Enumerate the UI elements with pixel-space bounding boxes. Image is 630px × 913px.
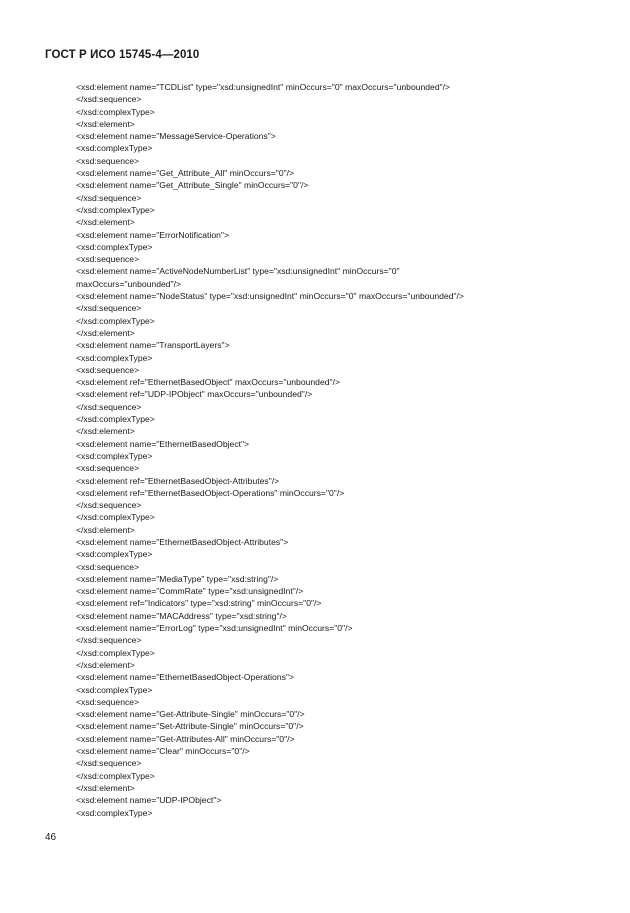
code-line: <xsd:element ref="EthernetBasedObject-Operations" minOccurs="0"/> [76, 487, 345, 498]
code-line: <xsd:complexType> [76, 241, 153, 252]
code-line: <xsd:element name="Set-Attribute-Single" minOccurs="0"/> [76, 721, 304, 732]
code-line: <xsd:element name="ActiveNodeNumberList" type="xsd:unsignedInt" minOccurs="0" [76, 266, 400, 277]
code-line: <xsd:element ref="UDP-IPObject" maxOccurs="unbounded"/> [76, 389, 313, 400]
code-line: <xsd:element name="MessageService-Operations"> [76, 131, 276, 142]
page-number: 46 [45, 832, 57, 843]
code-line: <xsd:element name="Get_Attribute_Single" minOccurs="0"/> [76, 180, 309, 191]
code-line: <xsd:complexType> [76, 143, 153, 154]
code-line: </xsd:complexType> [76, 204, 155, 215]
code-line: <xsd:complexType> [76, 450, 153, 461]
xsd-code-listing [45, 81, 605, 819]
code-line: </xsd:sequence> [76, 635, 142, 646]
code-line: </xsd:element> [76, 524, 135, 535]
code-line: </xsd:element> [76, 217, 135, 228]
code-line: <xsd:element name="Get-Attributes-All" minOccurs="0"/> [76, 733, 295, 744]
code-line: <xsd:element name="Get_Attribute_All" minOccurs="0"/> [76, 168, 295, 179]
code-line: <xsd:element name="Get-Attribute-Single" minOccurs="0"/> [76, 709, 305, 720]
code-line: <xsd:element name="MACAddress" type="xsd:string"/> [76, 610, 287, 621]
code-line: </xsd:element> [76, 118, 135, 129]
code-line: <xsd:element name="Clear" minOccurs="0"/> [76, 746, 250, 757]
code-line: <xsd:element name="MediaType" type="xsd:string"/> [76, 573, 279, 584]
code-line: </xsd:sequence> [76, 401, 142, 412]
code-line: </xsd:complexType> [76, 512, 155, 523]
code-line: <xsd:sequence> [76, 561, 140, 572]
code-line: </xsd:sequence> [76, 303, 142, 314]
code-line: <xsd:element name="UDP-IPObject"> [76, 795, 222, 806]
code-line: </xsd:complexType> [76, 315, 155, 326]
code-line: </xsd:sequence> [76, 758, 142, 769]
code-line: <xsd:element ref="EthernetBasedObject-Attributes"/> [76, 475, 280, 486]
code-line: <xsd:element ref="EthernetBasedObject" maxOccurs="unbounded"/> [76, 377, 340, 388]
code-line: </xsd:sequence> [76, 192, 142, 203]
code-line: <xsd:sequence> [76, 254, 140, 265]
code-line: <xsd:complexType> [76, 807, 153, 818]
code-line: <xsd:element name="EthernetBasedObject-Operations"> [76, 672, 294, 683]
code-line: </xsd:element> [76, 782, 135, 793]
code-line: <xsd:complexType> [76, 549, 153, 560]
code-line: </xsd:sequence> [76, 500, 142, 511]
code-line: <xsd:element name="TCDList" type="xsd:unsignedInt" minOccurs="0" maxOccurs="unbounded"/> [76, 82, 451, 92]
code-line: </xsd:element> [76, 327, 135, 338]
code-line: </xsd:complexType> [76, 106, 155, 117]
code-line: <xsd:element name="NodeStatus" type="xsd:unsignedInt" minOccurs="0" maxOccurs="unbounded"/> [76, 291, 464, 302]
code-line: <xsd:element name="EthernetBasedObject"> [76, 438, 250, 449]
code-line: <xsd:element name="EthernetBasedObject-Attributes"> [76, 536, 289, 547]
code-line: <xsd:element name="CommRate" type="xsd:unsignedInt"/> [76, 586, 304, 597]
code-line: </xsd:complexType> [76, 647, 155, 658]
code-line: <xsd:sequence> [76, 696, 140, 707]
code-line-continuation: maxOccurs="unbounded"/> [76, 278, 181, 289]
code-line: <xsd:element ref="Indicators" type="xsd:string" minOccurs="0"/> [76, 598, 322, 609]
document-header: ГОСТ Р ИСО 15745-4—2010 [45, 49, 200, 61]
code-line: <xsd:element name="ErrorNotification"> [76, 229, 229, 240]
code-line: <xsd:complexType> [76, 352, 153, 363]
code-line: </xsd:element> [76, 659, 135, 670]
code-line: <xsd:sequence> [76, 155, 140, 166]
code-line: <xsd:sequence> [76, 463, 140, 474]
code-line: <xsd:complexType> [76, 684, 153, 695]
code-line: </xsd:complexType> [76, 770, 155, 781]
code-line: </xsd:element> [76, 426, 135, 437]
code-line: </xsd:sequence> [76, 94, 142, 105]
code-line: <xsd:sequence> [76, 364, 140, 375]
code-line: <xsd:element name="TransportLayers"> [76, 340, 230, 351]
code-line: </xsd:complexType> [76, 414, 155, 425]
code-line: <xsd:element name="ErrorLog" type="xsd:unsignedInt" minOccurs="0"/> [76, 623, 353, 634]
